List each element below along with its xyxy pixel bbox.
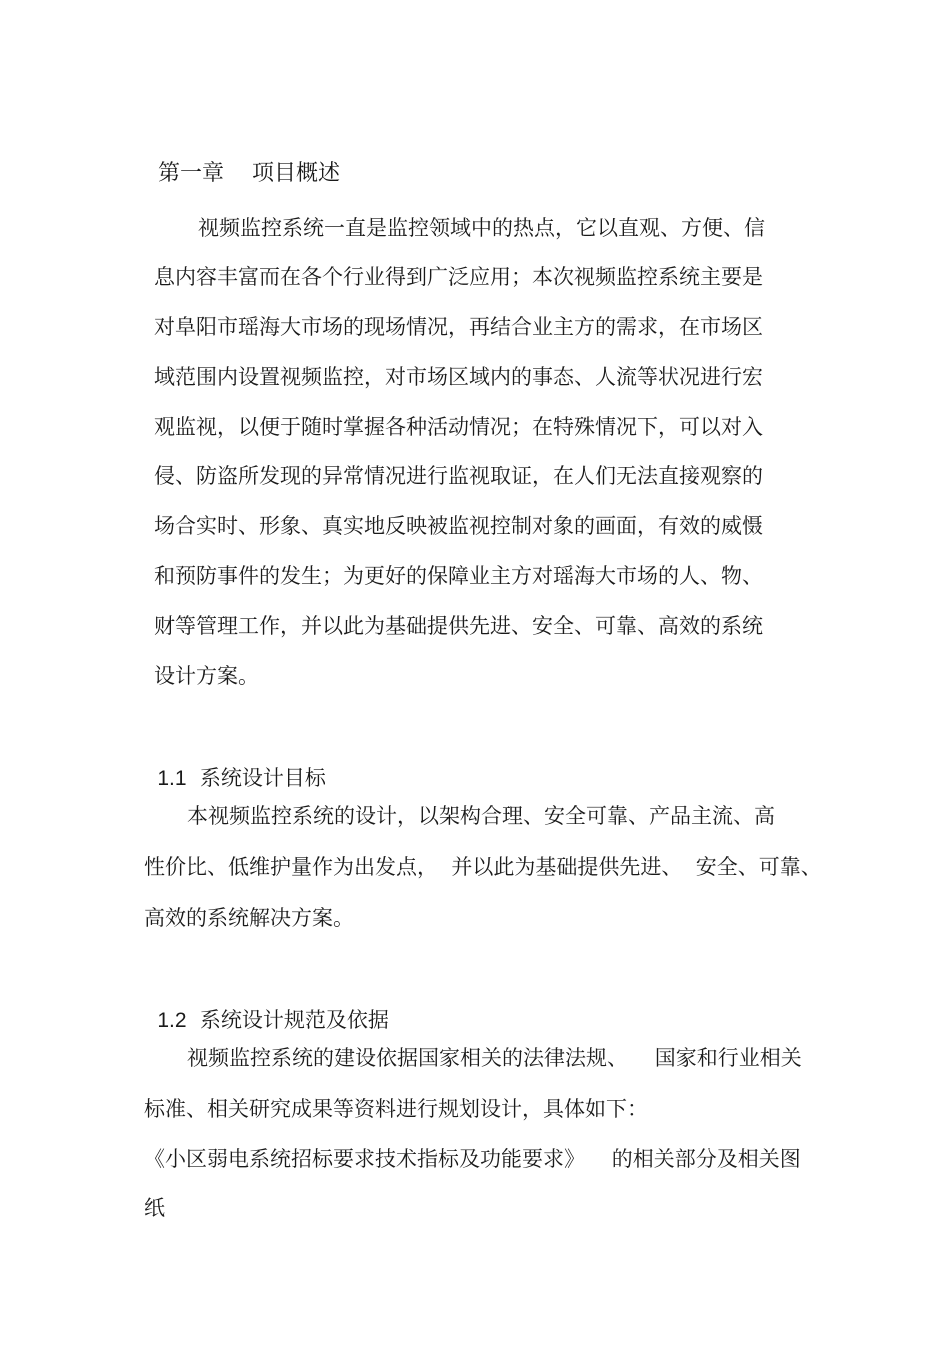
paragraph-line: 和预防事件的发生；为更好的保障业主方对瑶海大市场的人、物、 xyxy=(154,564,763,588)
section-number: 1.1 xyxy=(157,767,187,790)
paragraph-line: 性价比、低维护量作为出发点， 并以此为基础提供先进、 安全、可靠、 xyxy=(144,855,822,879)
paragraph-line: 场合实时、形象、真实地反映被监视控制对象的画面，有效的威慑 xyxy=(154,514,763,538)
paragraph-line: 财等管理工作，并以此为基础提供先进、安全、可靠、高效的系统 xyxy=(154,614,763,638)
section-number: 1.2 xyxy=(157,1009,187,1032)
paragraph-line: 对阜阳市瑶海大市场的现场情况，再结合业主方的需求，在市场区 xyxy=(154,315,763,339)
paragraph-line: 侵、防盗所发现的异常情况进行监视取证，在人们无法直接观察的 xyxy=(154,464,763,488)
paragraph-line: 视频监控系统的建设依据国家相关的法律法规、 国家和行业相关 xyxy=(187,1046,802,1070)
chapter-title: 项目概述 xyxy=(252,161,341,186)
paragraph-line: 标准、相关研究成果等资料进行规划设计，具体如下： xyxy=(144,1097,648,1121)
section-heading-1-2 xyxy=(144,981,389,1034)
chapter-heading xyxy=(144,135,340,187)
paragraph-line: 观监视，以便于随时掌握各种活动情况；在特殊情况下，可以对入 xyxy=(154,415,763,439)
paragraph-line: 设计方案。 xyxy=(154,664,259,688)
paragraph-line: 《小区弱电系统招标要求技术指标及功能要求》 的相关部分及相关图 xyxy=(144,1147,801,1171)
paragraph-line: 高效的系统解决方案。 xyxy=(144,906,354,930)
section-heading-1-1 xyxy=(144,739,326,792)
paragraph-line: 视频监控系统一直是监控领域中的热点，它以直观、方便、信 xyxy=(198,216,765,240)
section-title: 系统设计目标 xyxy=(199,766,326,790)
paragraph-line: 息内容丰富而在各个行业得到广泛应用；本次视频监控系统主要是 xyxy=(154,265,763,289)
section-title: 系统设计规范及依据 xyxy=(199,1008,389,1032)
paragraph-line: 域范围内设置视频监控，对市场区域内的事态、人流等状况进行宏 xyxy=(154,365,763,389)
chapter-number: 第一章 xyxy=(158,161,225,186)
paragraph-line: 本视频监控系统的设计，以架构合理、安全可靠、产品主流、高 xyxy=(187,804,775,828)
paragraph-line: 纸 xyxy=(144,1196,165,1220)
